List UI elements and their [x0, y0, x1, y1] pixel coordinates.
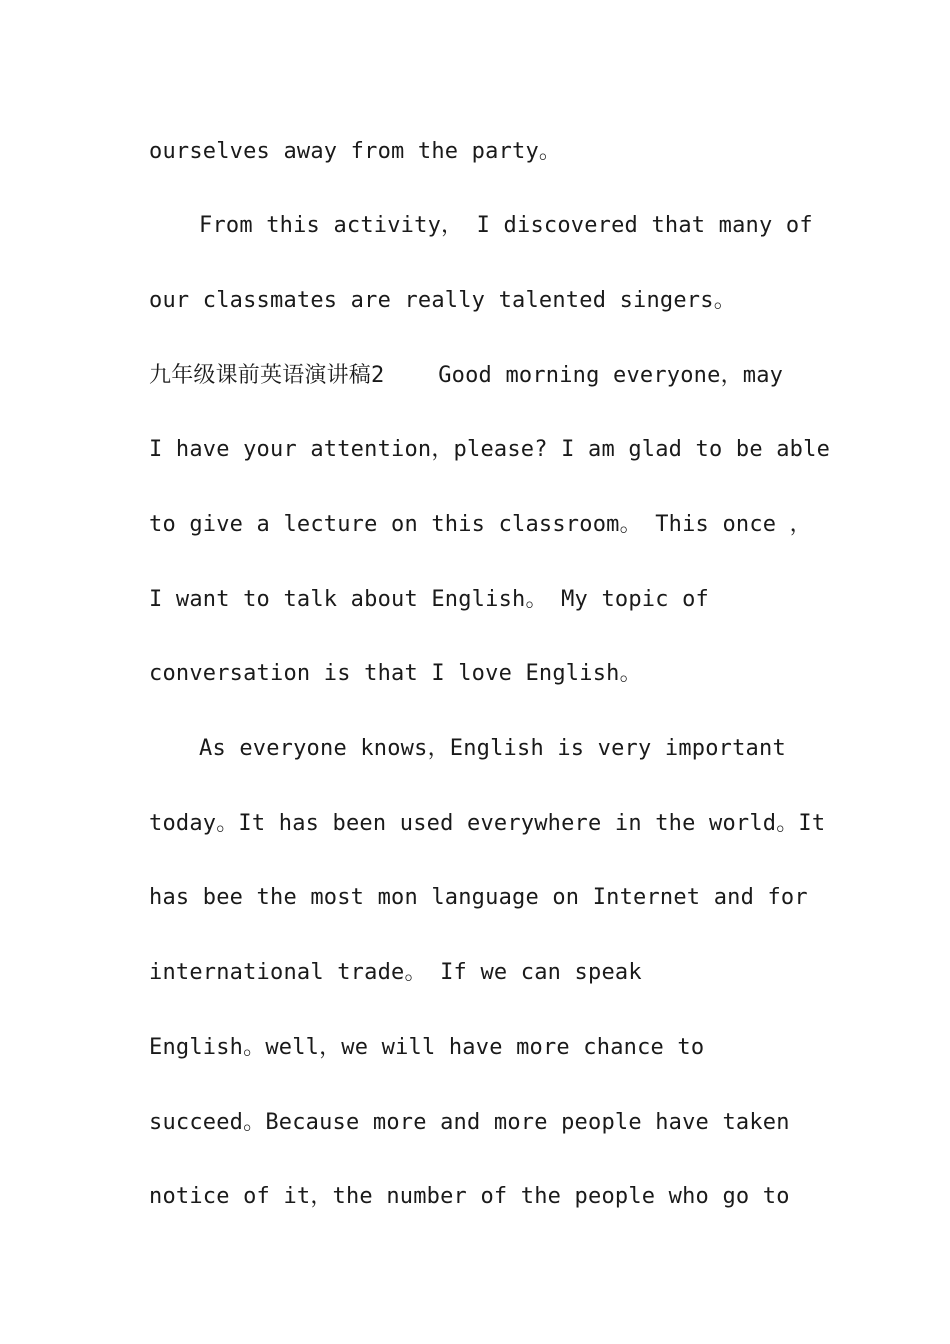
section-heading-line: 九年级课前英语演讲稿2 Good morning everyone，may — [149, 363, 784, 388]
paragraph-start: From this activity， I discovered that many of — [199, 213, 813, 238]
text-line: our classmates are really talented singers。 — [149, 288, 736, 313]
text-line: international trade。 If we can speak — [149, 960, 642, 985]
text-line: succeed。Because more and more people have taken — [149, 1110, 790, 1135]
text-line: has bee the most mon language on Internet and for — [149, 885, 808, 910]
text-line: I have your attention，please? I am glad to be able — [149, 437, 831, 462]
text-line: I want to talk about English。 My topic of — [149, 587, 710, 612]
text-line: English。well，we will have more chance to — [149, 1035, 705, 1060]
text-line: today。It has been used everywhere in the world。It — [149, 811, 826, 836]
text-line: conversation is that I love English。 — [149, 661, 642, 686]
paragraph-start: As everyone knows，English is very important — [199, 736, 786, 761]
text-line: notice of it，the number of the people who go to — [149, 1184, 790, 1209]
text-line: ourselves away from the party。 — [149, 139, 562, 164]
text-line: to give a lecture on this classroom。 This once ， — [149, 512, 812, 537]
